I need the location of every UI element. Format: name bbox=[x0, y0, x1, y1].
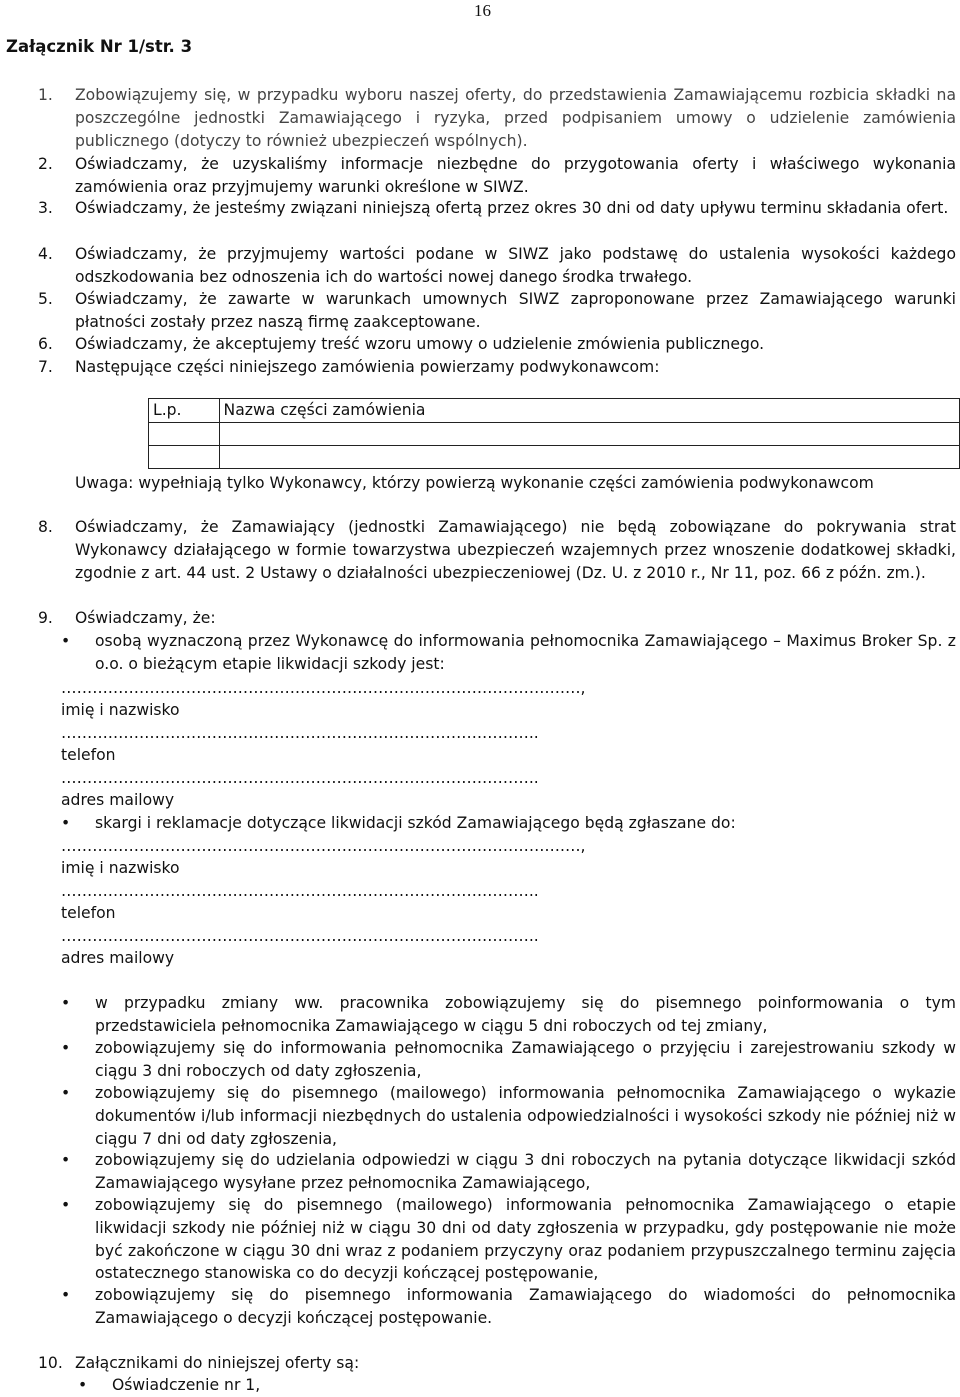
field-label: telefon bbox=[61, 746, 116, 764]
bullet-item: • zobowiązujemy się do pisemnego informowania Zamawiającego do wiadomości do pełnomocnika Zamawiającego o decyzji kończącej postępowanie. bbox=[61, 1286, 956, 1327]
bullet-item: • zobowiązujemy się do pisemnego (mailowego) informowania pełnomocnika Zamawiającego o etapie likwidacji szkody nie później niż w ciągu 30 dni od daty zgłoszenia w przypadku, gdy postępowanie nie może być zakończone w ciągu 30 dni wraz z podaniem przyczyny oraz podaniem przypuszczalnego terminu zajęcia ostatecznego stanowiska co do decyzji kończącej postępowanie, bbox=[61, 1196, 956, 1283]
list-item: 4. Oświadczamy, że przyjmujemy wartości podane w SIWZ jako podstawę do ustalenia wysokości każdego odszkodowania bez odnoszenia ich do wartości nowej danego środka trwałego. bbox=[38, 245, 956, 286]
fill-line[interactable]: ……………………………………………………………………………….. bbox=[61, 769, 539, 787]
list-item: 6. Oświadczamy, że akceptujemy treść wzoru umowy o udzielenie zmówienia publicznego. bbox=[38, 335, 765, 353]
fill-line[interactable]: ……………………………………………………………………………….. bbox=[61, 882, 539, 900]
table-note: Uwaga: wypełniają tylko Wykonawcy, którzy powierzą wykonanie części zamówienia podwykonawcom bbox=[75, 474, 874, 492]
bullet-icon: • bbox=[61, 632, 71, 650]
bullet-icon: • bbox=[61, 814, 71, 832]
field-label: adres mailowy bbox=[61, 949, 175, 967]
page-number: 16 bbox=[474, 1, 491, 20]
list-item: 2. Oświadczamy, że uzyskaliśmy informacje niezbędne do przygotowania oferty i właściwego wykonania zamówienia oraz przyjmujemy warunki określone w SIWZ. bbox=[38, 155, 956, 196]
table-header-row bbox=[149, 399, 960, 423]
bullet-item: • osobą wyznaczoną przez Wykonawcę do informowania pełnomocnika Zamawiającego – Maximus Broker Sp. z o.o. o bieżącym etapie likwidacji szkody jest: bbox=[61, 632, 956, 673]
bullet-item: • Oświadczenie nr 1, bbox=[78, 1374, 878, 1397]
list-item: 8. Oświadczamy, że Zamawiający (jednostki Zamawiającego) nie będą zobowiązane do pokrywania strat Wykonawcy działającego w formie towarzystwa ubezpieczeń wzajemnych przez wnoszenie dodatkowej składki, zgodnie z art. 44 ust. 2 Ustawy o działalności ubezpieczeniowej (Dz. U. z 2010 r., Nr 11, poz. 66 z późn. zm.). bbox=[38, 518, 956, 582]
bullet-icon: • bbox=[61, 1196, 71, 1214]
bullet-item: • zobowiązujemy się do udzielania odpowiedzi w ciągu 3 dni roboczych na pytania dotyczące likwidacji szkód Zamawiającego wysyłane przez pełnomocnika Zamawiającego, bbox=[61, 1151, 956, 1192]
list-item: 7. Następujące części niniejszego zamówienia powierzamy podwykonawcom: bbox=[38, 358, 660, 376]
bullet-item: • skargi i reklamacje dotyczące likwidacji szkód Zamawiającego będą zgłaszane do: bbox=[61, 812, 956, 835]
list-item: 5. Oświadczamy, że zawarte w warunkach umownych SIWZ zaproponowane przez Zamawiającego warunki płatności zostały przez naszą firmę zaakceptowane. bbox=[38, 290, 956, 331]
field-label: adres mailowy bbox=[61, 791, 175, 809]
bullet-icon: • bbox=[61, 1084, 71, 1102]
col-name-header: Nazwa części zamówienia bbox=[219, 399, 959, 423]
list-item: 3. Oświadczamy, że jesteśmy związani niniejszą ofertą przez okres 30 dni od daty upływu terminu składania ofert. bbox=[38, 199, 949, 217]
table-cell[interactable] bbox=[149, 445, 220, 468]
bullet-item: • zobowiązujemy się do pisemnego (mailowego) informowania pełnomocnika Zamawiającego o wykazie dokumentów i/lub informacji niezbędnych do ustalenia odpowiedzialności i wysokości szkody nie później niż w ciągu 7 dni od daty zgłoszenia, bbox=[61, 1084, 956, 1148]
subcontractor-table bbox=[148, 398, 960, 469]
table-cell[interactable] bbox=[219, 422, 959, 445]
table-row bbox=[149, 422, 960, 445]
table-cell[interactable] bbox=[149, 422, 220, 445]
col-lp-header: L.p. bbox=[149, 399, 220, 423]
fill-line[interactable]: …………………………………………………………………………………….…, bbox=[61, 837, 586, 855]
bullet-icon: • bbox=[61, 1039, 71, 1057]
list-item: 9. Oświadczamy, że: bbox=[38, 609, 216, 627]
fill-line[interactable]: ……………………………………………………………………………….. bbox=[61, 927, 539, 945]
list-item: 1. Zobowiązujemy się, w przypadku wyboru naszej oferty, do przedstawienia Zamawiającemu rozbicia składki na poszczególne jednostki Zamawiającego i ryzyka, przed podpisaniem umowy o udzielenie zamówienia publicznego (dotyczy to również ubezpieczeń wspólnych). bbox=[38, 86, 956, 150]
field-label: telefon bbox=[61, 904, 116, 922]
fill-line[interactable]: ……………………………………………………………………………….. bbox=[61, 724, 539, 742]
field-label: imię i nazwisko bbox=[61, 701, 180, 719]
bullet-item: • zobowiązujemy się do informowania pełnomocnika Zamawiającego o przyjęciu i zarejestrowaniu szkody w ciągu 3 dni roboczych od daty zgłoszenia, bbox=[61, 1039, 956, 1080]
table-cell[interactable] bbox=[219, 445, 959, 468]
bullet-icon: • bbox=[61, 994, 71, 1012]
bullet-icon: • bbox=[61, 1151, 71, 1169]
field-label: imię i nazwisko bbox=[61, 859, 180, 877]
table-row bbox=[149, 445, 960, 468]
bullet-icon: • bbox=[78, 1376, 88, 1394]
bullet-icon: • bbox=[61, 1286, 71, 1304]
bullet-item: • w przypadku zmiany ww. pracownika zobowiązujemy się do pisemnego poinformowania o tym przedstawiciela pełnomocnika Zamawiającego w ciągu 5 dni roboczych od tej zmiany, bbox=[61, 994, 956, 1035]
list-item: 10. Załącznikami do niniejszej oferty są: bbox=[38, 1354, 360, 1372]
fill-line[interactable]: …………………………………………………………………………………….…, bbox=[61, 679, 586, 697]
attachment-header: Załącznik Nr 1/str. 3 bbox=[6, 37, 193, 56]
